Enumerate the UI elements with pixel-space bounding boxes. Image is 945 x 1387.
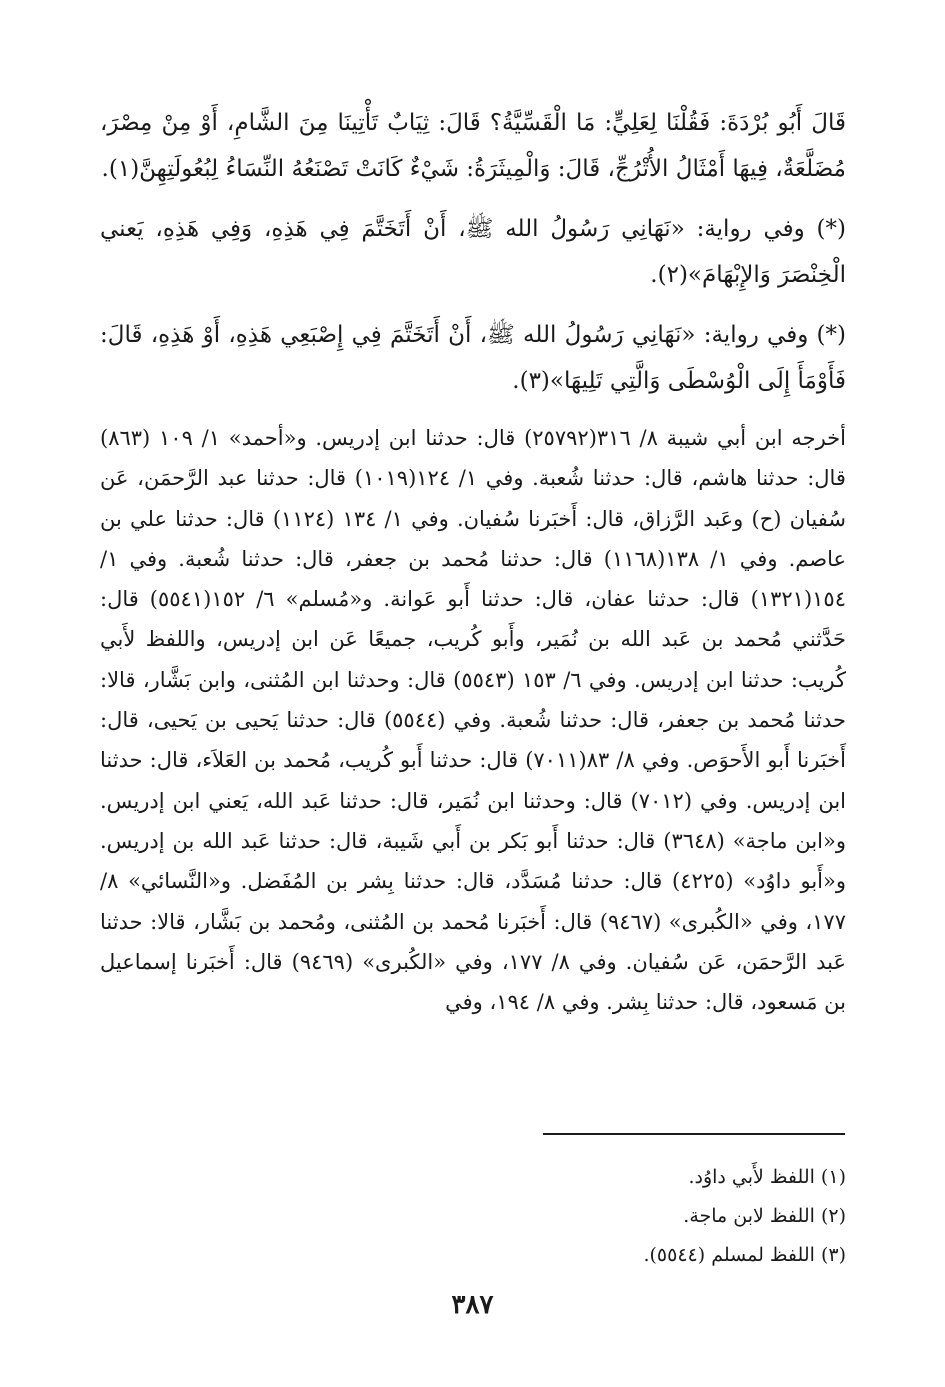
narration-paragraph: (*) وفي رواية: «نَهَانِي رَسُولُ الله ﷺ، أَنْ أَتَخَتَّمَ فِي هَذِهِ، وَفِي هَذِهِ، يَعني الْخِنْصَرَ وَالإِبْهَامَ»(٢). (100, 216, 846, 288)
footnote-divider (543, 1133, 845, 1135)
page-number: ٣٨٧ (451, 1290, 494, 1320)
footnotes (100, 1158, 846, 1275)
footnote: (١) اللفظ لأَبي داوُد. (688, 1166, 846, 1188)
narration-paragraph: (*) وفي رواية: «نَهَانِي رَسُولُ الله ﷺ، أَنْ أَتَخَتَّمَ فِي إِصْبَعِي هَذِهِ، أَوْ هَذِهِ، قَالَ: فَأَوْمَأَ إِلَى الْوُسْطَى وَالَّتِي تَلِيهَا»(٣). (100, 322, 846, 394)
footnote: (٢) اللفظ لابن ماجة. (683, 1205, 846, 1227)
footnote: (٣) اللفظ لمسلم (٥٥٤٤). (643, 1244, 846, 1266)
hadith-paragraph: قَالَ أَبُو بُرْدَةَ: فَقُلْنَا لِعَلِيٍّ: مَا الْقَسِّيَّةُ؟ قَالَ: ثِيَابٌ تَأْتِينَا مِنَ الشَّامِ، أَوْ مِنْ مِصْرَ، مُضَلَّعَةٌ، فِيهَا أَمْثَالُ الأُتْرُجِّ، قَالَ: وَالْمِيثَرَةُ: شَيْءٌ كَانَتْ تَصْنَعُهُ النِّسَاءُ لِبُعُولَتِهِنَّ(١). (100, 110, 846, 182)
main-text (100, 100, 846, 1036)
takhrij-paragraph: أخرجه ابن أبي شيبة ٨/ ٣١٦(٢٥٧٩٢) قال: حدثنا ابن إدريس. و«أحمد» ١/ ١٠٩ (٨٦٣) قال: حدثنا هاشم، قال: حدثنا شُعبة. وفي ١/ ١٢٤(١٠١٩) قال: حدثنا عبد الرَّحمَن، عَن سُفيان (ح) وعَبد الرَّزاق، قال: أَخبَرنا سُفيان. وفي ١/ ١٣٤ (١١٢٤) قال: حدثنا علي بن عاصم. وفي ١/ ١٣٨(١١٦٨) قال: حدثنا مُحمد بن جعفر، قال: حدثنا شُعبة. وفي ١/ ١٥٤(١٣٢١) قال: حدثنا عفان، قال: حدثنا أَبو عَوانة. و«مُسلم» ٦/ ١٥٢(٥٥٤١) قال: حَدَّثني مُحمد بن عَبد الله بن نُمَير، وأَبو كُريب، جميعًا عَن ابن إدريس، واللفظ لأَبي كُريب: حدثنا ابن إدريس. وفي ٦/ ١٥٣ (٥٥٤٣) قال: وحدثنا ابن المُثنى، وابن بَشَّار، قالا: حدثنا مُحمد بن جعفر، قال: حدثنا شُعبة. وفي (٥٥٤٤) قال: حدثنا يَحيى بن يَحيى، قال: أَخبَرنا أَبو الأَحوَص. وفي ٨/ ٨٣(٧٠١١) قال: حدثنا أَبو كُريب، مُحمد بن العَلاَء، قال: حدثنا ابن إدريس. وفي (٧٠١٢) قال: وحدثنا ابن نُمَير، قال: حدثنا عَبد الله، يَعني ابن إدريس. و«ابن ماجة» (٣٦٤٨) قال: حدثنا أَبو بَكر بن أَبي شَيبة، قال: حدثنا عَبد الله بن إدريس. و«أَبو داوُد» (٤٢٢٥) قال: حدثنا مُسَدَّد، قال: حدثنا بِشر بن المُفَضل. و«النَّسائي» ٨/ ١٧٧، وفي «الكُبرى» (٩٤٦٧) قال: أَخبَرنا مُحمد بن المُثنى، ومُحمد بن بَشَّار، قالا: حدثنا عَبد الرَّحمَن، عَن سُفيان. وفي ٨/ ١٧٧، وفي «الكُبرى» (٩٤٦٩) قال: أَخبَرنا إسماعيل بن مَسعود، قال: حدثنا بِشر. وفي ٨/ ١٩٤، وفي (100, 426, 847, 1015)
